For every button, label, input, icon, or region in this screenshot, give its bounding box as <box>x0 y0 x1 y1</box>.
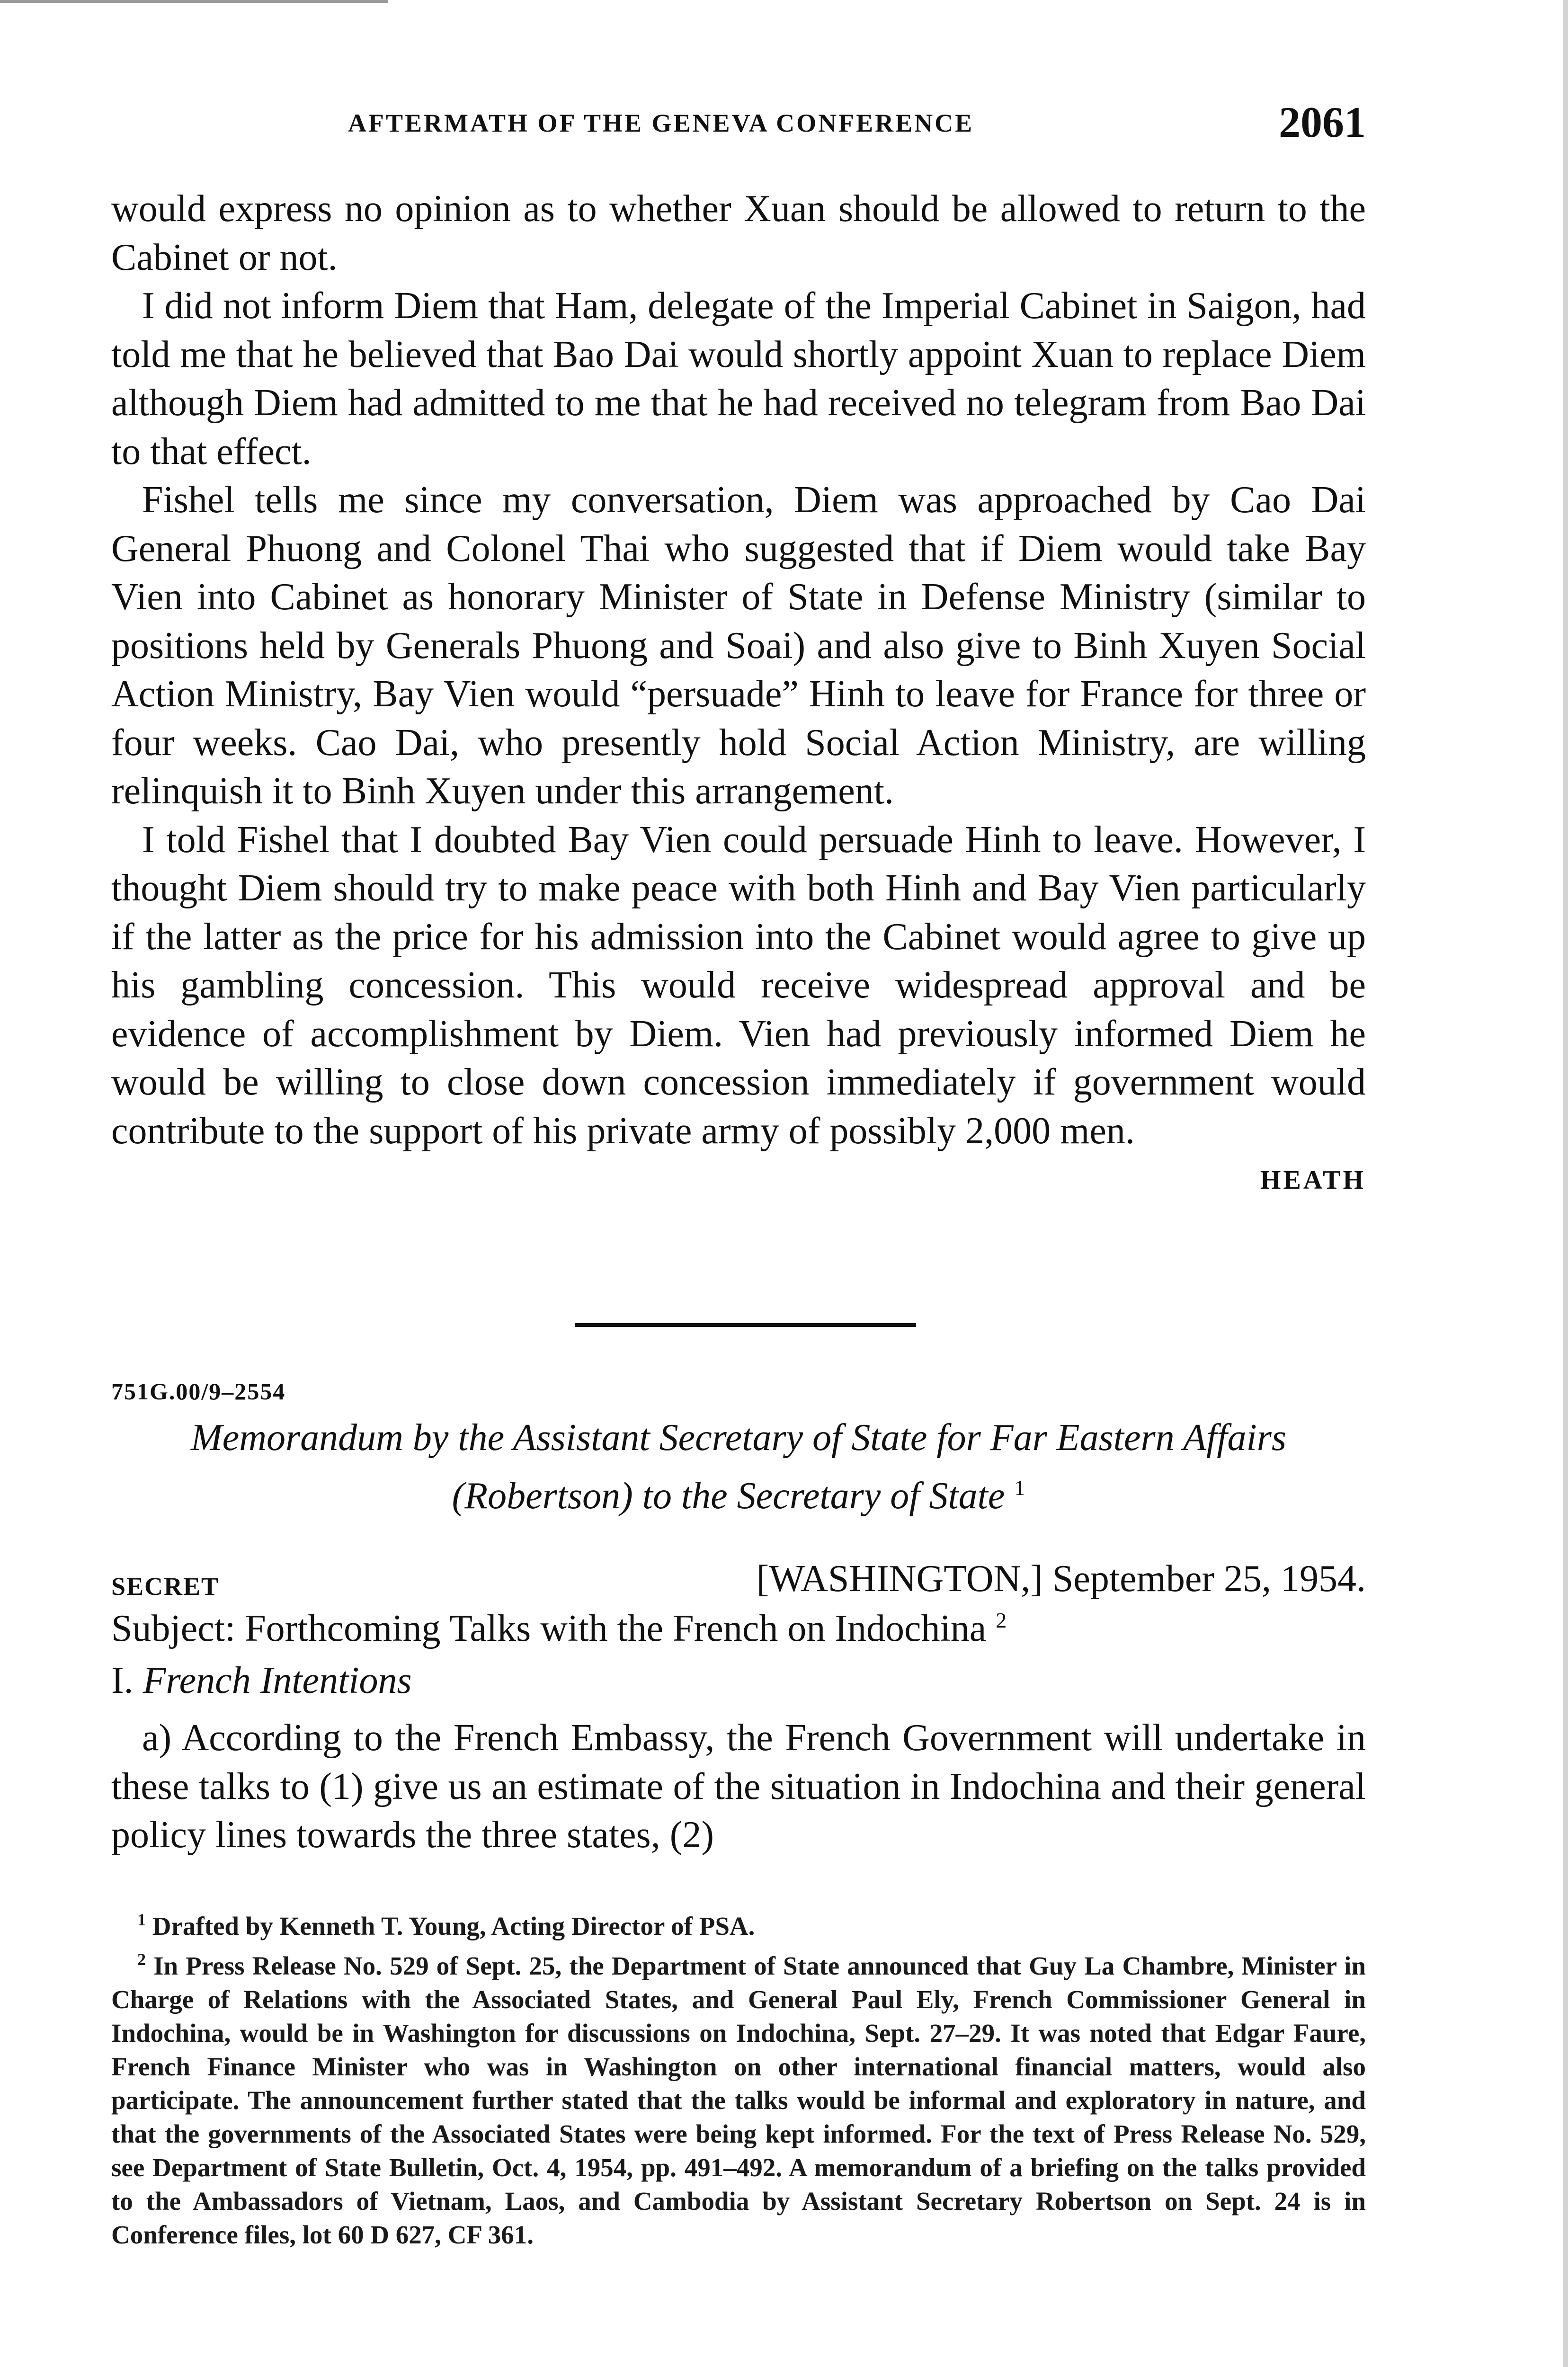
footnote-number: 1 <box>137 1910 146 1929</box>
running-title: AFTERMATH OF THE GENEVA CONFERENCE <box>348 109 974 137</box>
document-title-text: Memorandum by the Assistant Secretary of State for Far Eastern Affairs (Robertson) to the Secretary of State <box>191 1417 1286 1517</box>
footnote-number: 2 <box>137 1950 146 1969</box>
subject-text: Subject: Forthcoming Talks with the French on Indochina <box>111 1608 987 1649</box>
classification: SECRET <box>111 1572 220 1601</box>
page-number: 2061 <box>1279 98 1366 146</box>
footnote <box>111 1943 1366 2251</box>
page-header <box>111 97 1366 154</box>
paragraph: Fishel tells me since my conversation, Diem was approached by Cao Dai General Phuong and Colonel Thai who suggested that if Diem would take Bay Vien into Cabinet as honorary Minister of State in Defense Ministry (similar to positions held by Generals Phuong and Soai) and also give to Binh Xuyen Social Action Ministry, Bay Vien would “persuade” Hinh to leave for France for three or four weeks. Cao Dai, who presently hold Social Action Ministry, are willing relinquish it to Binh Xuyen under this arrangement. <box>111 479 1366 812</box>
file-number: 751G.00/9–2554 <box>111 1378 286 1405</box>
footnote-text: In Press Release No. 529 of Sept. 25, the Department of State announced that Guy La Chambre, Minister in Charge of Relations with the Associated States, and General Paul Ely, French Commissioner General in Indochina, would be in Washington for discussions on Indochina, Sept. 27–29. It was noted that Edgar Faure, French Finance Minister who was in Washington on other international financial matters, would also participate. The announcement further stated that the talks would be informal and exploratory in nature, and that the governments of the Associated States were being kept informed. For the text of Press Release No. 529, see Department of State Bulletin, Oct. 4, 1954, pp. 491–492. A memorandum of a briefing on the talks provided to the Ambassadors of Vietnam, Laos, and Cambodia by Assistant Secretary Robertson on Sept. 24 is in Conference files, lot 60 D 627, CF 361. <box>111 1951 1366 2249</box>
section-heading <box>111 1659 412 1702</box>
footnote <box>111 1903 1366 1943</box>
memo-body <box>111 1714 1366 1860</box>
paragraph: I did not inform Diem that Ham, delegate of the Imperial Cabinet in Saigon, had told me that he believed that Bao Dai would shortly appoint Xuan to replace Diem although Diem had admitted to me that he had received no telegram from Bao Dai to that effect. <box>111 285 1366 472</box>
section-number: I. <box>111 1660 134 1701</box>
document-title <box>111 1413 1366 1521</box>
top-edge-line <box>0 0 388 3</box>
section-divider <box>575 1323 916 1327</box>
section-title: French Intentions <box>143 1660 412 1701</box>
paragraph: I told Fishel that I doubted Bay Vien could persuade Hinh to leave. However, I thought Diem should try to make peace with both Hinh and Bay Vien particularly if the latter as the price for his admission into the Cabinet would agree to give up his gambling concession. This would receive widespread approval and be evidence of accomplishment by Diem. Vien had previously informed Diem he would be willing to close down concession immediately if government would contribute to the support of his private army of possibly 2,000 men. <box>111 819 1366 1152</box>
paragraph: a) According to the French Embassy, the French Government will undertake in these talks to (1) give us an estimate of the situation in Indochina and their general policy lines towards the three states, (2) <box>111 1717 1366 1856</box>
telegram-body <box>111 185 1366 1201</box>
footnote-ref[interactable]: 1 <box>1014 1476 1025 1500</box>
footnotes <box>111 1903 1366 2251</box>
dateline: [WASHINGTON,] September 25, 1954. <box>756 1558 1366 1600</box>
page-edge-shadow <box>1563 0 1568 2367</box>
footnote-text: Drafted by Kenneth T. Young, Acting Director of PSA. <box>152 1912 755 1940</box>
footnote-ref[interactable]: 2 <box>996 1608 1007 1632</box>
paragraph-continuation: would express no opinion as to whether Xuan should be allowed to return to the Cabinet or not. <box>111 188 1366 278</box>
signature: HEATH <box>1260 1166 1366 1195</box>
subject-line <box>111 1607 1007 1650</box>
